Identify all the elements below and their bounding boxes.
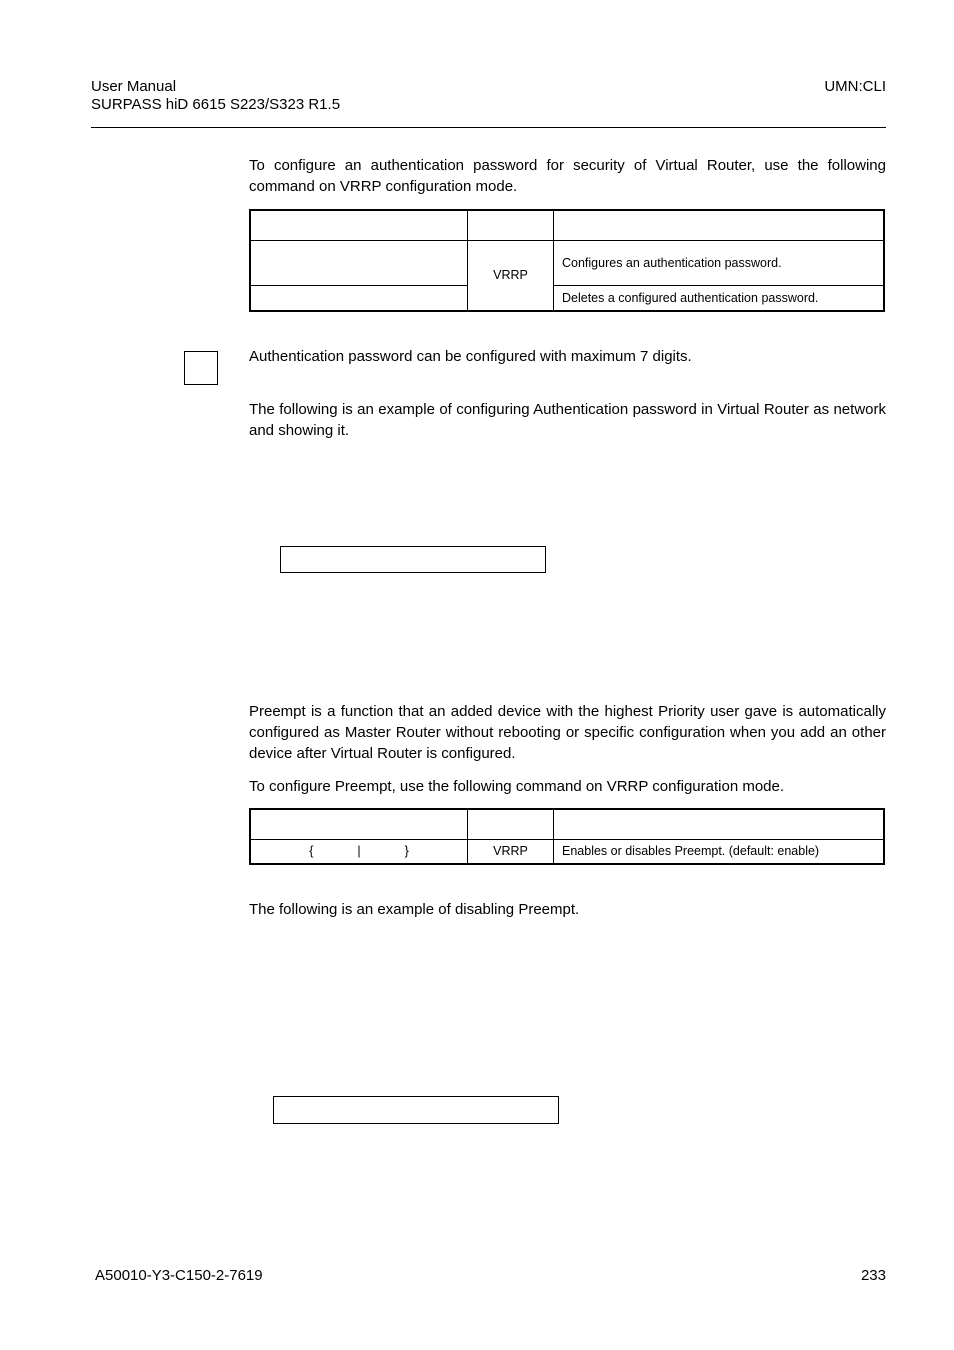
header-chapter: UMN:CLI: [824, 78, 886, 95]
mode-cell: VRRP: [468, 240, 554, 311]
mode-cell: VRRP: [468, 839, 554, 864]
description-cell: Deletes a configured authentication password.: [554, 285, 885, 311]
pipe-separator: |: [357, 844, 361, 859]
table-row: [250, 839, 884, 864]
preempt-example-intro: The following is an example of disabling Preempt.: [249, 901, 580, 918]
header-product: SURPASS hiD 6615 S223/S323 R1.5: [91, 96, 341, 113]
preempt-intro: Preempt is a function that an added device with the highest Priority user gave is automatically configured as Master Router without rebooting or specific configuration when you add an other device after Virtual Router is configured.: [249, 703, 886, 762]
example-highlight-box: [273, 1096, 559, 1124]
note-text: Authentication password can be configured with maximum 7 digits.: [249, 348, 692, 365]
note-icon: [184, 351, 218, 385]
page-number: 233: [860, 1267, 886, 1284]
table-header-row: [250, 210, 884, 240]
table-row: [250, 285, 884, 311]
auth-command-table: [249, 209, 885, 312]
table-header-cell: [554, 809, 885, 839]
table-row: [250, 240, 884, 285]
command-cell: [250, 240, 468, 285]
table-header-cell: [468, 809, 554, 839]
preempt-intro-2: To configure Preempt, use the following command on VRRP configuration mode.: [249, 778, 785, 795]
brace-open: {: [309, 844, 314, 859]
footer-doc-id: A50010-Y3-C150-2-7619: [95, 1267, 263, 1284]
header-rule: [91, 127, 886, 128]
table-header-cell: [250, 809, 468, 839]
preempt-command-table: [249, 808, 885, 865]
table-header-cell: [554, 210, 885, 240]
command-cell: [250, 285, 468, 311]
description-cell: Enables or disables Preempt. (default: enable): [554, 839, 885, 864]
auth-example-intro: The following is an example of configuring Authentication password in Virtual Router as network and showing it.: [249, 401, 886, 439]
table-header-cell: [250, 210, 468, 240]
auth-intro: To configure an authentication password for security of Virtual Router, use the following command on VRRP configuration mode.: [249, 157, 886, 195]
brace-close: }: [404, 844, 409, 859]
header-title: User Manual: [91, 78, 177, 95]
example-highlight-box: [280, 546, 546, 573]
table-header-row: [250, 809, 884, 839]
command-cell: [250, 839, 468, 864]
preempt-syntax: [259, 844, 459, 858]
description-cell: Configures an authentication password.: [554, 240, 885, 285]
table-header-cell: [468, 210, 554, 240]
